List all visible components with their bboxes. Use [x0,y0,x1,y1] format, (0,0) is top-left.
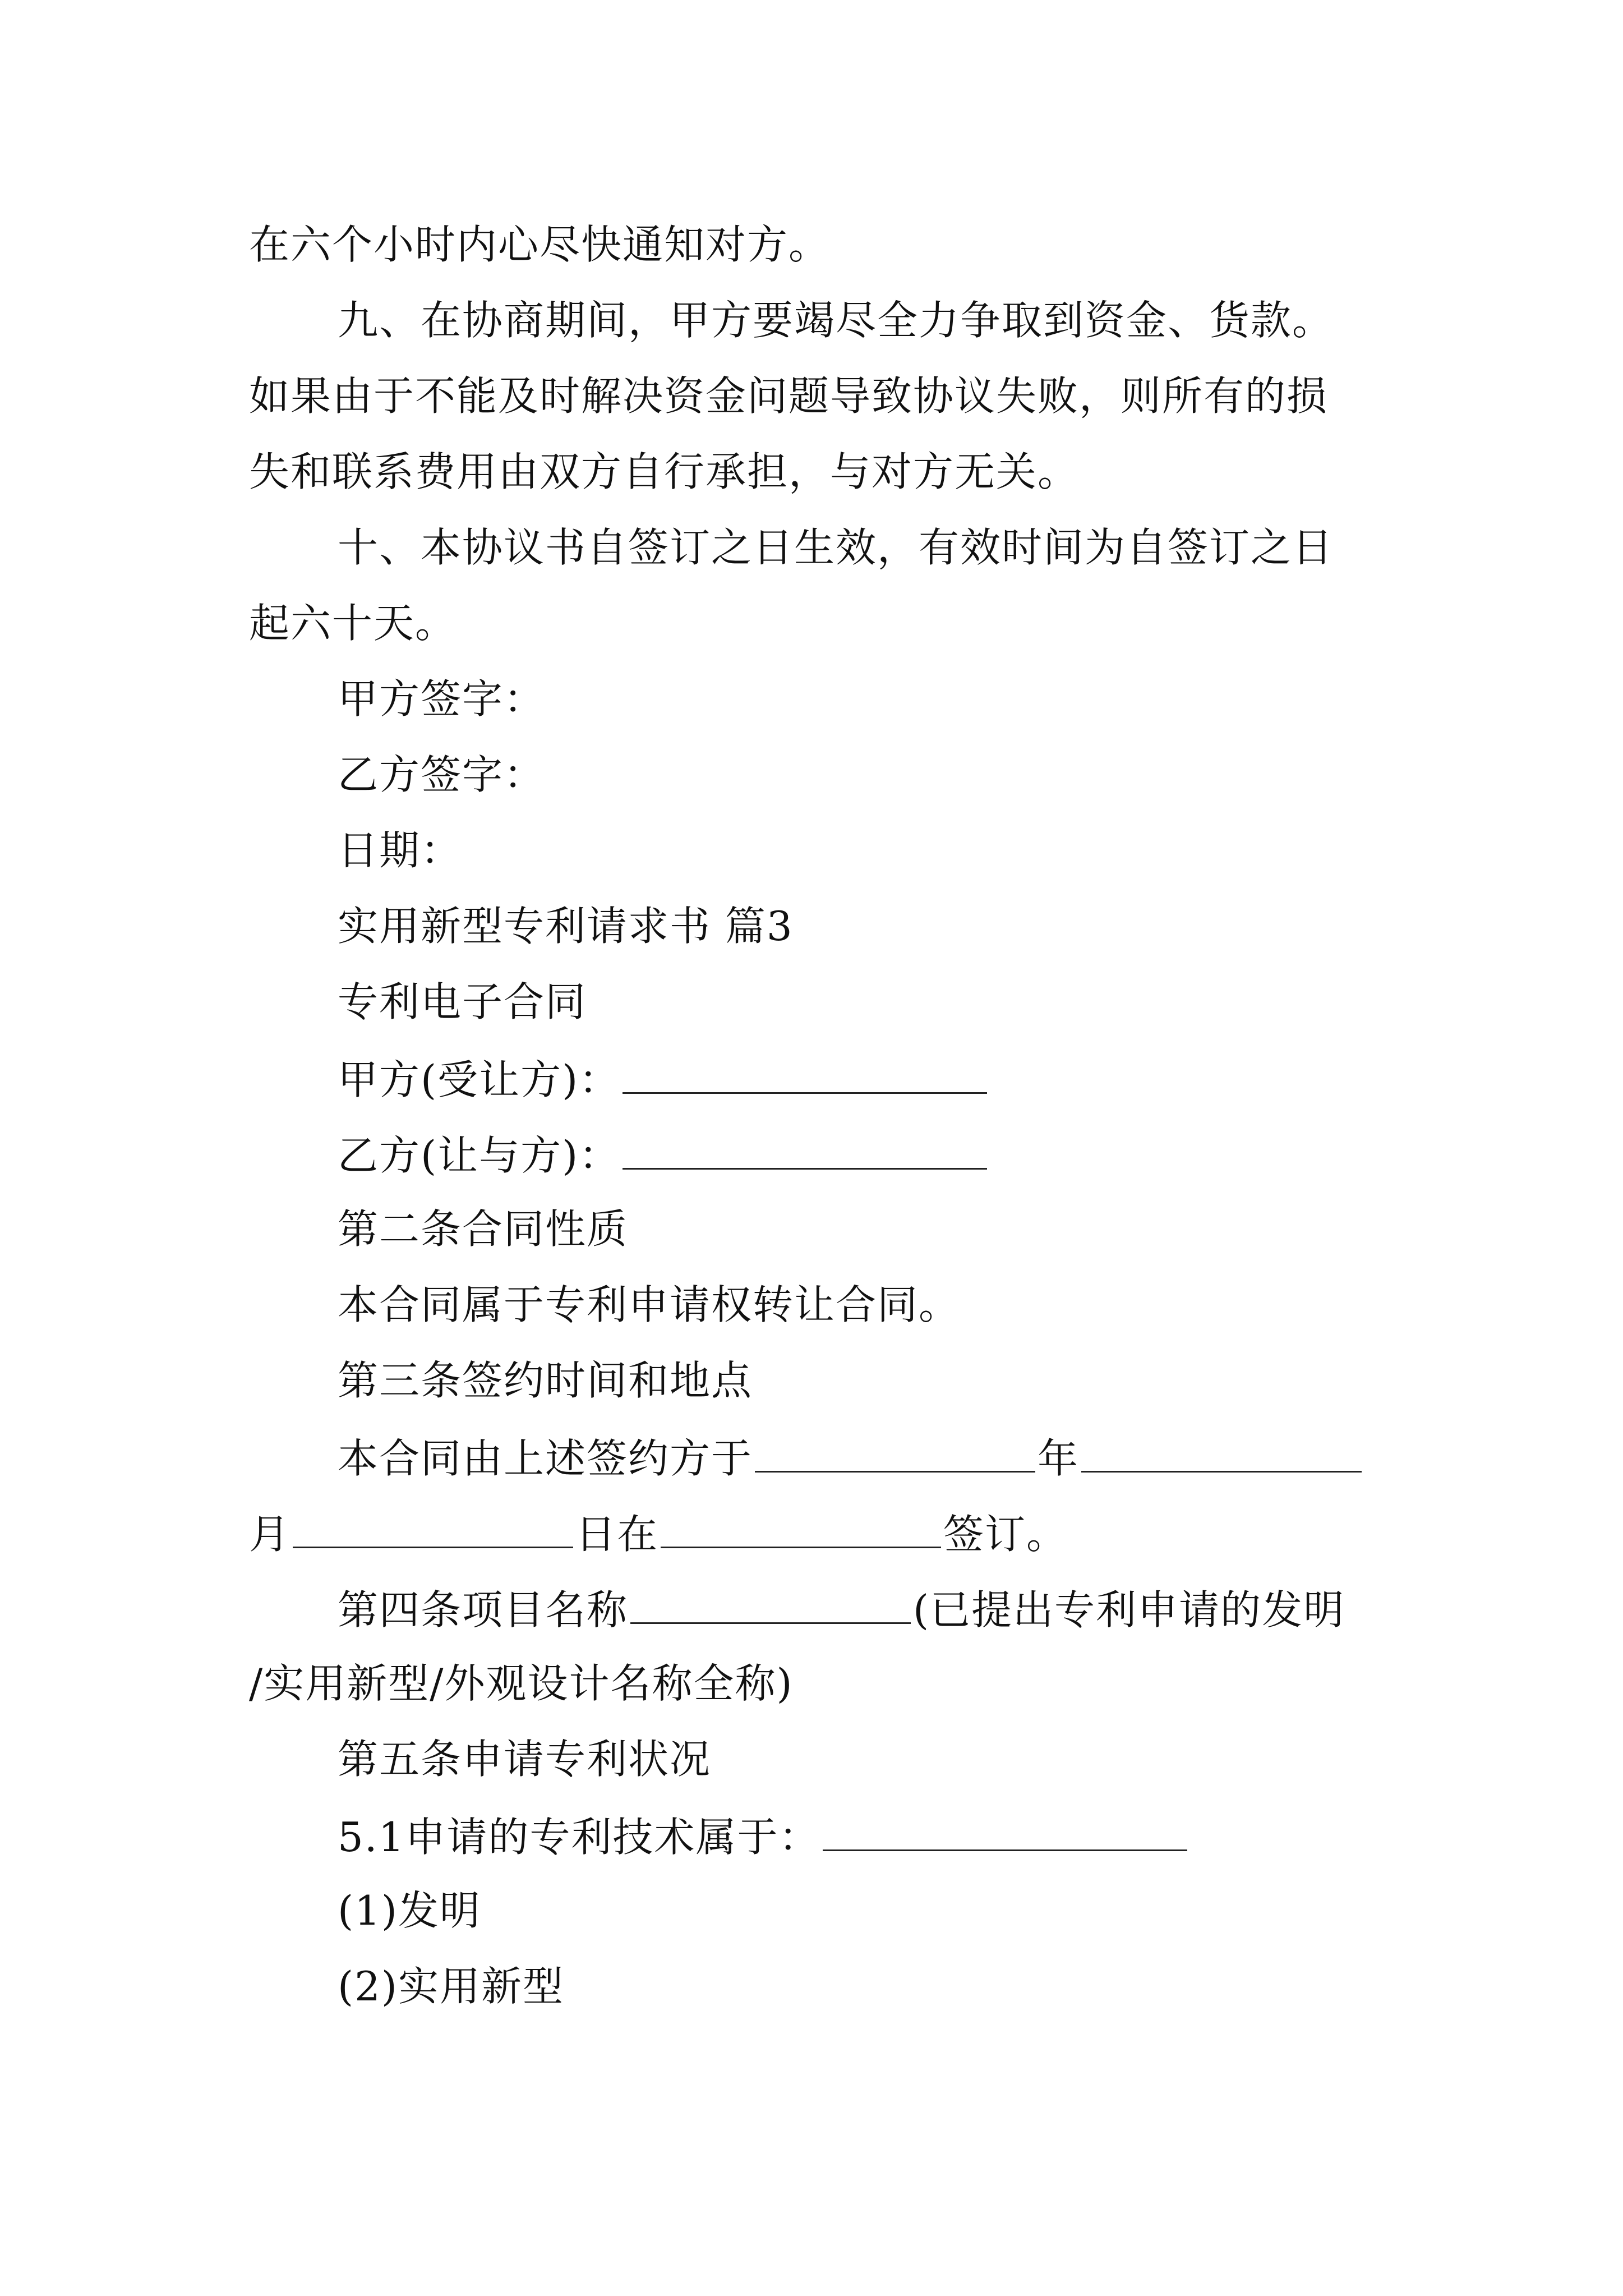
party-b-blank[interactable] [623,1133,987,1170]
article-heading: 第三条签约时间和地点 [338,1357,753,1404]
month-blank[interactable] [1081,1436,1362,1473]
day-blank[interactable] [293,1512,573,1548]
party-b-line: 乙方(让与方)： [338,1133,989,1176]
option-invention: (1)发明 [338,1887,481,1934]
text-line: 失和联系费用由双方自行承担，与对方无关。 [249,448,1080,495]
party-a-line: 甲方(受让方)： [338,1057,989,1100]
text-line: /实用新型/外观设计名称全称) [249,1660,794,1707]
year-blank[interactable] [755,1436,1035,1473]
project-name-line: 第四条项目名称 (已提出专利申请的发明 [338,1586,1345,1634]
text-line: 如果由于不能及时解决资金问题导致协议失败，则所有的损 [249,372,1329,420]
patent-type-blank[interactable] [823,1815,1187,1851]
place-blank[interactable] [661,1512,941,1548]
contract-title: 专利电子合同 [338,978,587,1025]
option-utility-model: (2)实用新型 [338,1963,564,2010]
party-a-blank[interactable] [623,1057,987,1094]
signing-place-line: 月 日在 签订。 [249,1511,1068,1558]
project-name-blank[interactable] [630,1588,911,1624]
article-heading: 第二条合同性质 [338,1205,629,1253]
party-b-signature-label: 乙方签字： [338,751,546,798]
text-line: 九、在协商期间，甲方要竭尽全力争取到资金、货款。 [338,297,1334,344]
text-line: 十、本协议书自签订之日生效，有效时间为自签订之日 [338,524,1334,571]
patent-type-line: 5.1申请的专利技术属于： [338,1815,1189,1857]
party-a-signature-label: 甲方签字： [338,675,546,723]
section-heading: 实用新型专利请求书 篇3 [338,903,794,950]
text-line: 起六十天。 [249,600,457,647]
text-line: 本合同属于专利申请权转让合同。 [338,1281,961,1328]
signing-time-line: 本合同由上述签约方于 年 [338,1436,1364,1479]
article-heading: 第五条申请专利状况 [338,1736,712,1783]
date-label: 日期： [338,827,463,874]
text-line: 在六个小时内心尽快通知对方。 [249,221,831,268]
